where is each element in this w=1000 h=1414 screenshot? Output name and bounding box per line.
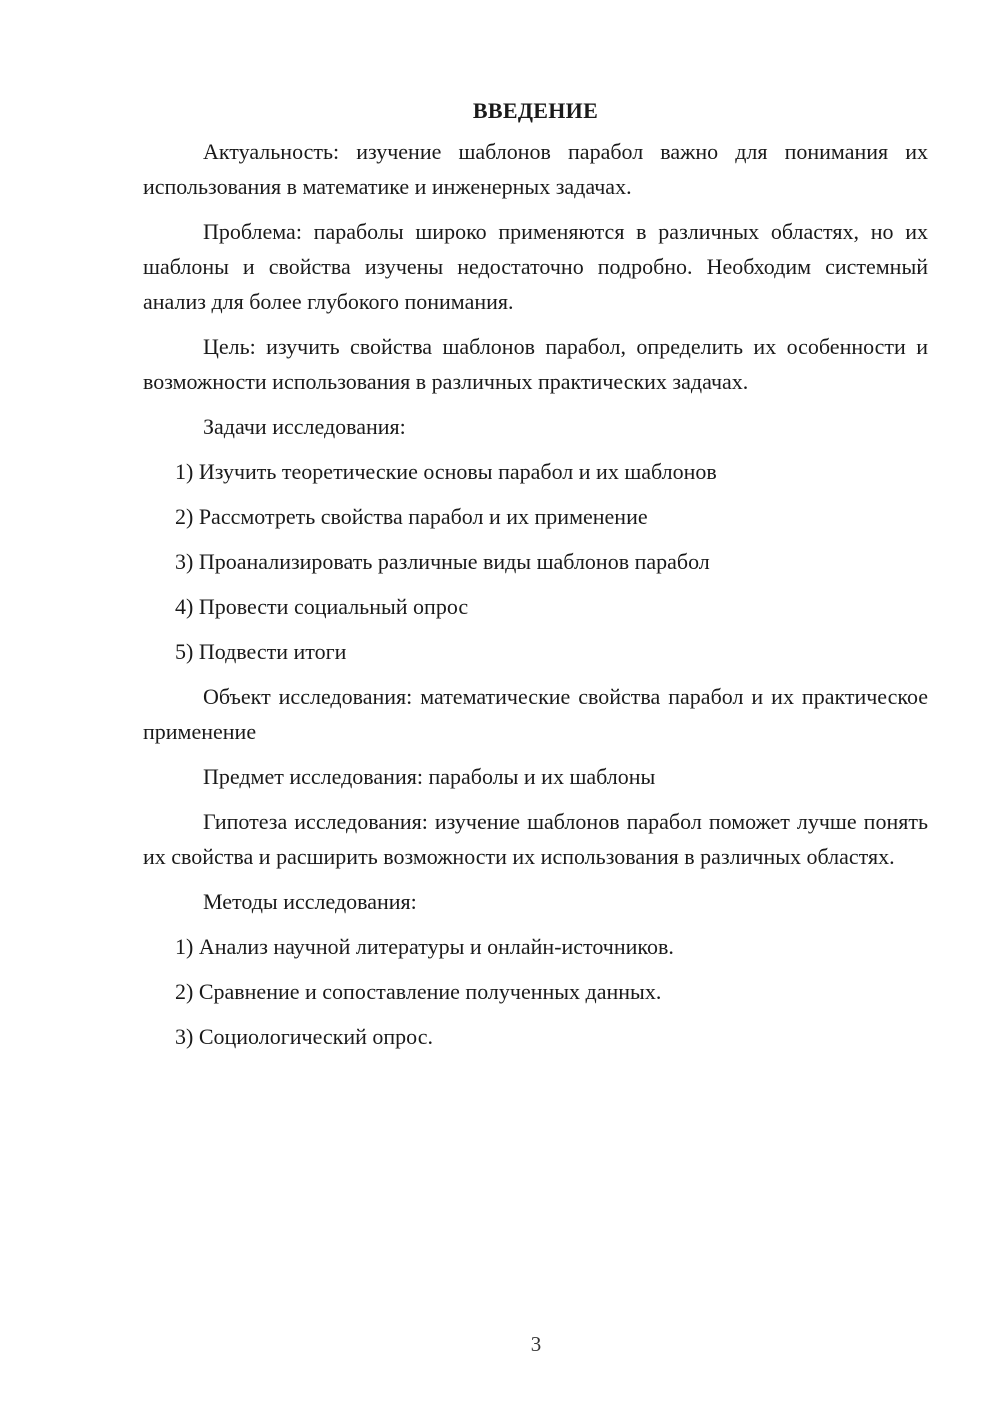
task-item-1: 1) Изучить теоретические основы парабол и их шаблонов	[175, 459, 717, 484]
task-item-5: 5) Подвести итоги	[175, 639, 347, 664]
task-item-4: 4) Провести социальный опрос	[175, 594, 469, 619]
page-number: 3	[530, 1332, 542, 1356]
section-heading: ВВЕДЕНИЕ	[472, 98, 599, 123]
relevance-paragraph: Актуальность: изучение шаблонов парабол важно для понимания их использования в математике и инженерных задачах.	[143, 139, 928, 199]
goal-paragraph: Цель: изучить свойства шаблонов парабол, определить их особенности и возможности использования в различных практических задачах.	[143, 334, 928, 394]
method-item-3: 3) Социологический опрос.	[175, 1024, 433, 1049]
method-item-2: 2) Сравнение и сопоставление полученных данных.	[175, 979, 662, 1004]
subject-paragraph: Предмет исследования: параболы и их шаблоны	[203, 764, 656, 789]
methods-title: Методы исследования:	[203, 889, 417, 914]
task-item-3: 3) Проанализировать различные виды шаблонов парабол	[175, 549, 710, 574]
tasks-title: Задачи исследования:	[203, 414, 406, 439]
task-item-2: 2) Рассмотреть свойства парабол и их применение	[175, 504, 648, 529]
tasks-list	[143, 454, 928, 669]
object-paragraph: Объект исследования: математические свойства парабол и их практическое применение	[143, 684, 928, 744]
problem-paragraph: Проблема: параболы широко применяются в различных областях, но их шаблоны и свойства изучены недостаточно подробно. Необходим системный анализ для более глубокого понимания.	[143, 219, 928, 314]
hypothesis-paragraph: Гипотеза исследования: изучение шаблонов парабол поможет лучше понять их свойства и расширить возможности их использования в различных областях.	[143, 809, 928, 869]
method-item-1: 1) Анализ научной литературы и онлайн-источников.	[175, 934, 674, 959]
document-page	[143, 95, 928, 1064]
methods-list	[143, 929, 928, 1054]
